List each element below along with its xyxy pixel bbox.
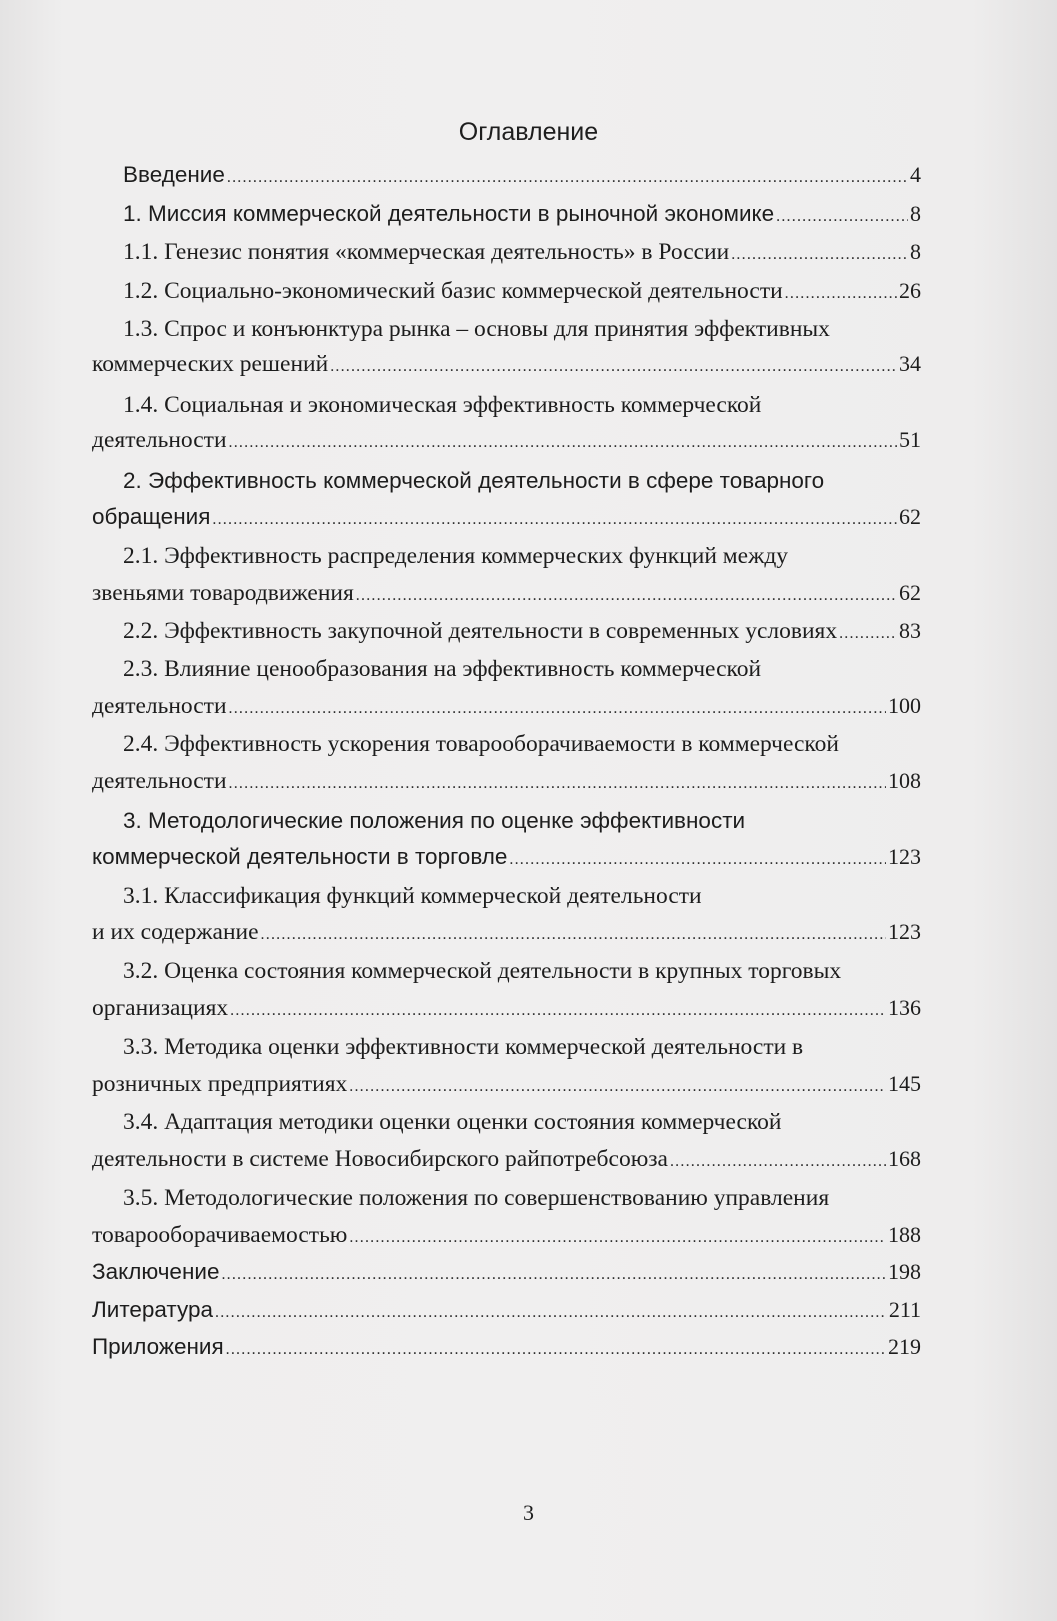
- toc-entry-page: 211: [888, 1297, 921, 1322]
- toc-entry-page: 51: [899, 427, 921, 452]
- toc-entry-introduction[interactable]: [123, 162, 921, 188]
- toc-entry-section-1-1[interactable]: [123, 239, 921, 266]
- toc-entry-title: 1.1. Генезис понятия «коммерческая деятельность» в России: [123, 239, 730, 265]
- toc-entry-page: 62: [899, 580, 921, 605]
- toc-entry-title: 2.1. Эффективность распределения коммерческих функций между: [123, 543, 789, 569]
- toc-entry-title: Заключение: [92, 1259, 220, 1284]
- dot-leader: [221, 1266, 886, 1284]
- dot-leader: [330, 358, 897, 376]
- dot-leader: [349, 1078, 886, 1096]
- toc-entry-chapter-2[interactable]: [123, 468, 921, 494]
- dot-leader: [229, 700, 886, 718]
- toc-entry-section-2-2[interactable]: [123, 618, 921, 645]
- toc-entry-title: 1.2. Социально-экономический базис коммерческой деятельности: [123, 278, 783, 304]
- toc-entry-title: Литература: [92, 1297, 214, 1322]
- toc-entry-title: 1.4. Социальная и экономическая эффективность коммерческой: [123, 392, 762, 418]
- dot-leader: [349, 1229, 886, 1247]
- toc-entry-section-3-4-cont[interactable]: [92, 1146, 921, 1173]
- page-number: 3: [523, 1500, 534, 1525]
- toc-entry-title-continued: деятельности в системе Новосибирского райпотребсоюза: [92, 1146, 668, 1172]
- toc-entry-title-continued: деятельности: [92, 768, 227, 794]
- toc-entry-title-continued: коммерческой деятельности в торговле: [92, 844, 508, 869]
- toc-title: Оглавление: [458, 118, 599, 146]
- dot-leader: [776, 208, 908, 226]
- toc-entry-section-3-2-cont[interactable]: [92, 995, 921, 1022]
- toc-entry-section-2-1-cont[interactable]: [92, 580, 921, 607]
- toc-entry-title-continued: обращения: [92, 504, 211, 529]
- toc-entry-section-2-3-cont[interactable]: [92, 693, 921, 720]
- dot-leader: [229, 775, 886, 793]
- toc-entry-page: 136: [888, 995, 921, 1020]
- toc-entry-title: 3. Методологические положения по оценке эффективности: [123, 808, 746, 833]
- toc-entry-chapter-3-cont[interactable]: [92, 844, 921, 870]
- toc-entry-title: 2. Эффективность коммерческой деятельности в сфере товарного: [123, 468, 825, 493]
- toc-entry-page: 4: [910, 162, 921, 187]
- toc-entry-title: 3.1. Классификация функций коммерческой деятельности: [123, 883, 702, 909]
- toc-entry-appendices[interactable]: [92, 1334, 921, 1360]
- toc-entry-chapter-1[interactable]: [123, 201, 921, 227]
- toc-entry-title-continued: товарооборачиваемостью: [92, 1222, 348, 1248]
- toc-entry-page: 100: [888, 693, 921, 718]
- toc-entry-page: 168: [888, 1146, 921, 1171]
- toc-entry-page: 188: [888, 1222, 921, 1247]
- toc-entry-page: 8: [910, 201, 921, 226]
- toc-entry-section-3-2[interactable]: [123, 958, 921, 985]
- toc-entry-section-3-5-cont[interactable]: [92, 1222, 921, 1249]
- toc-entry-section-3-5[interactable]: [123, 1185, 921, 1212]
- toc-entry-section-3-1[interactable]: [123, 883, 921, 910]
- toc-entry-title: 1. Миссия коммерческой деятельности в рыночной экономике: [123, 201, 775, 226]
- toc-entry-page: 123: [888, 844, 921, 869]
- toc-entry-page: 62: [899, 504, 921, 529]
- dot-leader: [227, 169, 908, 187]
- toc-entry-section-3-4[interactable]: [123, 1109, 921, 1136]
- toc-entry-page: 34: [899, 351, 921, 376]
- toc-entry-page: 123: [888, 919, 921, 944]
- toc-entry-page: 145: [888, 1071, 921, 1096]
- toc-entry-title: Приложения: [92, 1334, 224, 1359]
- toc-entry-section-2-4[interactable]: [123, 731, 921, 758]
- toc-entry-section-2-3[interactable]: [123, 656, 921, 683]
- toc-entry-section-3-3-cont[interactable]: [92, 1071, 921, 1098]
- toc-entry-title: 3.2. Оценка состояния коммерческой деятельности в крупных торговых: [123, 958, 842, 984]
- toc-entry-title: 3.3. Методика оценки эффективности коммерческой деятельности в: [123, 1034, 804, 1060]
- toc-entry-page: 26: [899, 278, 921, 303]
- dot-leader: [215, 1304, 887, 1322]
- toc-entry-title-continued: деятельности: [92, 427, 227, 453]
- toc-entry-title-continued: коммерческих решений: [92, 351, 329, 377]
- toc-entry-chapter-2-cont[interactable]: [92, 504, 921, 530]
- dot-leader: [509, 851, 886, 869]
- dot-leader: [230, 1002, 886, 1020]
- toc-entry-section-3-3[interactable]: [123, 1034, 921, 1061]
- toc-entry-section-2-4-cont[interactable]: [92, 768, 921, 795]
- toc-entry-conclusion[interactable]: [92, 1259, 921, 1285]
- toc-entry-title: 3.4. Адаптация методики оценки оценки состояния коммерческой: [123, 1109, 782, 1135]
- dot-leader: [229, 434, 897, 452]
- toc-entry-page: 8: [910, 239, 921, 264]
- dot-leader: [226, 1341, 886, 1359]
- toc-entry-title-continued: звеньями товародвижения: [92, 580, 354, 606]
- dot-leader: [356, 587, 897, 605]
- toc-entry-chapter-3[interactable]: [123, 808, 921, 834]
- toc-entry-section-2-1[interactable]: [123, 543, 921, 570]
- toc-entry-section-1-2[interactable]: [123, 278, 921, 305]
- toc-entry-title-continued: и их содержание: [92, 919, 259, 945]
- toc-entry-title-continued: деятельности: [92, 693, 227, 719]
- toc-entry-page: 108: [888, 768, 921, 793]
- toc-entry-title: 2.2. Эффективность закупочной деятельности в современных условиях: [123, 618, 838, 644]
- toc-entry-page: 198: [888, 1259, 921, 1284]
- toc-entry-title: 3.5. Методологические положения по совершенствованию управления: [123, 1185, 830, 1211]
- toc-entry-title: 2.4. Эффективность ускорения товарооборачиваемости в коммерческой: [123, 731, 839, 757]
- toc-entry-page: 219: [888, 1334, 921, 1359]
- toc-entry-section-1-3[interactable]: [123, 316, 921, 343]
- dot-leader: [785, 285, 897, 303]
- toc-entry-title: 1.3. Спрос и конъюнктура рынка – основы для принятия эффективных: [123, 316, 830, 342]
- dot-leader: [731, 246, 908, 264]
- dot-leader: [261, 926, 886, 944]
- toc-entry-section-1-3-cont[interactable]: [92, 351, 921, 378]
- toc-entry-title: 2.3. Влияние ценообразования на эффективность коммерческой: [123, 656, 762, 682]
- toc-entry-section-1-4[interactable]: [123, 392, 921, 419]
- toc-entry-title-continued: организациях: [92, 995, 229, 1021]
- toc-entry-section-3-1-cont[interactable]: [92, 919, 921, 946]
- toc-entry-title: Введение: [123, 162, 225, 187]
- toc-entry-title-continued: розничных предприятиях: [92, 1071, 348, 1097]
- dot-leader: [212, 511, 897, 529]
- toc-entry-literature[interactable]: [92, 1297, 921, 1323]
- dot-leader: [839, 625, 897, 643]
- toc-entry-section-1-4-cont[interactable]: [92, 427, 921, 454]
- toc-entry-page: 83: [899, 618, 921, 643]
- dot-leader: [670, 1153, 886, 1171]
